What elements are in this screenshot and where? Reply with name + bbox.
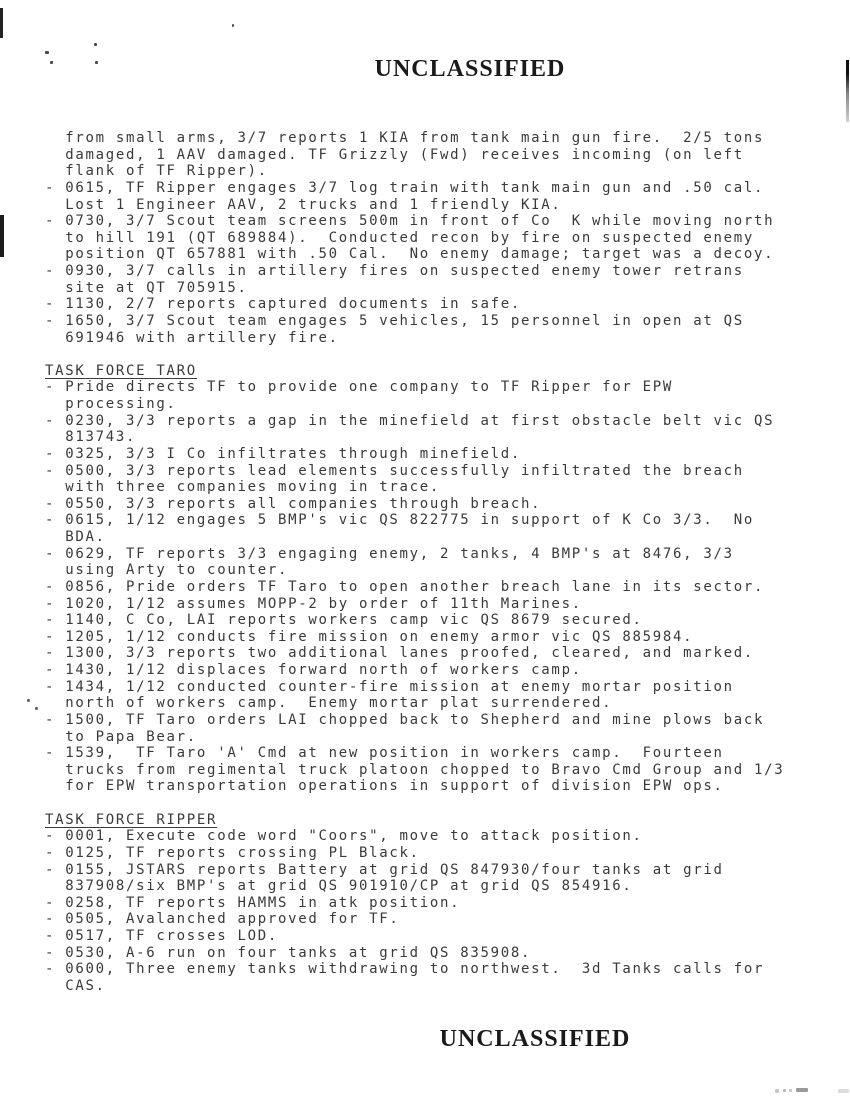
document-line: - 1020, 1/12 assumes MOPP-2 by order of 11th Marines. [45, 595, 582, 612]
scan-speckle [94, 43, 97, 46]
document-line: with three companies moving in trace. [45, 479, 441, 496]
document-line: - 1205, 1/12 conducts fire mission on enemy armor vic QS 885984. [45, 628, 694, 645]
document-line: to hill 191 (QT 689884). Conducted recon by fire on suspected enemy [45, 229, 755, 246]
document-line: - 0615, 1/12 engages 5 BMP's vic QS 822775 in support of K Co 3/3. No [45, 512, 755, 529]
document-line: - 0600, Three enemy tanks withdrawing to northwest. 3d Tanks calls for [45, 961, 765, 978]
document-line: - 1430, 1/12 displaces forward north of workers camp. [45, 662, 582, 678]
scan-speckle [232, 24, 234, 27]
document-line: - 1300, 3/3 reports two additional lanes proofed, cleared, and marked. [45, 645, 755, 662]
document-line: from small arms, 3/7 reports 1 KIA from tank main gun fire. 2/5 tons [45, 130, 765, 146]
document-line: to Papa Bear. [45, 728, 197, 745]
document-line: flank of TF Ripper). [45, 163, 268, 180]
document-line: 837908/six BMP's at grid QS 901910/CP at grid QS 854916. [45, 878, 633, 895]
document-line: - 0001, Execute code word "Coors", move to attack position. [45, 828, 643, 845]
document-line: - 0230, 3/3 reports a gap in the minefield at first obstacle belt vic QS [45, 412, 775, 429]
document-line: north of workers camp. Enemy mortar plat surrendered. [45, 695, 613, 712]
scan-speckle [838, 1089, 849, 1093]
section-heading [45, 363, 784, 380]
scan-artifact-left-bar-top [0, 8, 3, 38]
scan-speckle [796, 1088, 808, 1092]
document-line: 691946 with artillery fire. [45, 329, 339, 346]
scan-speckle [45, 51, 49, 54]
document-line: - 0125, TF reports crossing PL Black. [45, 844, 420, 861]
scan-speckle [35, 707, 38, 710]
document-line: position QT 657881 with .50 Cal. No enemy damage; target was a decoy. [45, 246, 775, 263]
document-line: - 0615, TF Ripper engages 3/7 log train with tank main gun and .50 cal. [45, 179, 765, 196]
document-line: - 0325, 3/3 I Co infiltrates through minefield. [45, 445, 522, 462]
scan-speckle [775, 1089, 779, 1093]
document-line: Lost 1 Engineer AAV, 2 trucks and 1 friendly KIA. [45, 196, 562, 213]
document-line: BDA. [45, 529, 106, 545]
scan-speckle [95, 61, 98, 64]
document-line: - 1434, 1/12 conducted counter-fire mission at enemy mortar position [45, 678, 734, 695]
document-line: - 1650, 3/7 Scout team engages 5 vehicles, 15 personnel in open at QS [45, 312, 744, 329]
document-line: - 0629, TF reports 3/3 engaging enemy, 2 tanks, 4 BMP's at 8476, 3/3 [45, 545, 734, 562]
document-line: 813743. [45, 429, 137, 446]
document-line: - 0550, 3/3 reports all companies through breach. [45, 495, 542, 512]
document-line: processing. [45, 396, 177, 412]
document-line: - 0500, 3/3 reports lead elements successfully infiltrated the breach [45, 462, 744, 479]
scan-speckle [789, 1089, 792, 1092]
document-line: - 1500, TF Taro orders LAI chopped back to Shepherd and mine plows back [45, 711, 765, 728]
document-line: damaged, 1 AAV damaged. TF Grizzly (Fwd) receives incoming (on left [45, 146, 744, 163]
document-line: CAS. [45, 977, 106, 994]
document-line: site at QT 705915. [45, 279, 248, 296]
document-body [45, 130, 784, 995]
scan-speckle [50, 61, 53, 64]
scan-artifact-left-bar-mid [0, 215, 4, 257]
document-line: - 0856, Pride orders TF Taro to open another breach lane in its sector. [45, 578, 765, 595]
document-line: - 0517, TF crosses LOD. [45, 928, 278, 944]
scan-speckle [783, 1089, 786, 1092]
document-line: trucks from regimental truck platoon chopped to Bravo Cmd Group and 1/3 [45, 761, 785, 778]
scan-artifact-right-edge-line [846, 60, 849, 122]
document-line: - 0730, 3/7 Scout team screens 500m in front of Co K while moving north [45, 213, 775, 230]
document-line: - Pride directs TF to provide one company to TF Ripper for EPW [45, 379, 673, 396]
document-line: using Arty to counter. [45, 562, 289, 579]
document-line: - 0505, Avalanched approved for TF. [45, 911, 400, 928]
classification-banner-bottom: UNCLASSIFIED [439, 1026, 631, 1052]
document-line: - 0930, 3/7 calls in artillery fires on suspected enemy tower retrans [45, 263, 744, 279]
document-line: - 0258, TF reports HAMMS in atk position. [45, 894, 461, 911]
scan-speckle [27, 699, 30, 702]
document-line: - 0530, A-6 run on four tanks at grid QS 835908. [45, 944, 532, 961]
section-heading-text: TASK FORCE TARO [45, 362, 197, 379]
document-line: - 1140, C Co, LAI reports workers camp vic QS 8679 secured. [45, 612, 643, 629]
document-line: - 1130, 2/7 reports captured documents in safe. [45, 296, 522, 313]
document-line: - 1539, TF Taro 'A' Cmd at new position in workers camp. Fourteen [45, 745, 724, 762]
section-heading [45, 812, 784, 829]
document-line: for EPW transportation operations in support of division EPW ops. [45, 778, 724, 795]
document-line: - 0155, JSTARS reports Battery at grid QS 847930/four tanks at grid [45, 861, 724, 878]
section-heading-text: TASK FORCE RIPPER [45, 811, 218, 828]
classification-banner-top: UNCLASSIFIED [374, 56, 566, 82]
